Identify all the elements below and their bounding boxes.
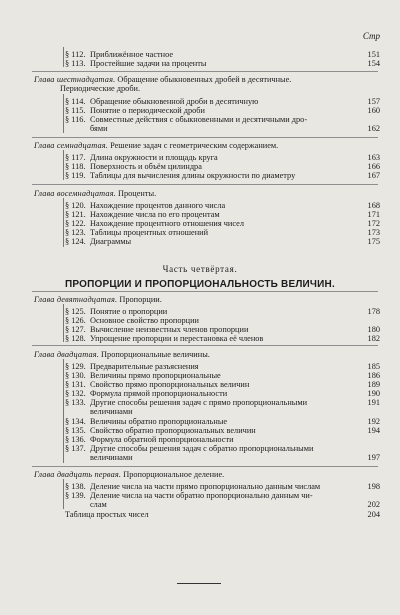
chapter-number: Глава двадцать первая.: [34, 470, 122, 479]
page-number: 171: [367, 210, 380, 219]
section-bracket: [63, 94, 64, 133]
chapter-title: Решение задач с геометрическим содержанием.: [108, 141, 279, 150]
section-number: § 129.: [65, 362, 86, 371]
section-number: § 117.: [65, 153, 86, 162]
section-title: Длина окружности и площадь круга: [90, 153, 218, 162]
page-number: 185: [367, 362, 380, 371]
section-title: Свойство прямо пропорциональных величин: [90, 380, 250, 389]
section-bracket: [63, 198, 64, 247]
section-title: Нахождение процентов данного числа: [90, 201, 226, 210]
page-number: 162: [367, 124, 380, 133]
section-title: Понятие о пропорции: [90, 307, 168, 316]
page-number: 191: [367, 398, 380, 407]
page-number: 198: [367, 482, 380, 491]
chapter-number: Глава семнадцатая.: [34, 141, 108, 150]
section-title: Формула прямой пропорциональности: [90, 389, 228, 398]
chapter-title: Пропорции.: [117, 295, 162, 304]
section-title: Таблица простых чисел: [65, 510, 149, 519]
section-number: § 122.: [65, 219, 86, 228]
section-number: § 135.: [65, 426, 86, 435]
section-number: § 125.: [65, 307, 86, 316]
chapter-title: Проценты.: [115, 189, 157, 198]
section-bracket: [63, 47, 64, 67]
section-number: § 132.: [65, 389, 86, 398]
chapter-number: Глава двадцатая.: [34, 350, 99, 359]
section-number: § 127.: [65, 325, 86, 334]
chapter-separator: [32, 466, 378, 467]
section-title: Обращение обыкновенной дроби в десятичную: [90, 97, 259, 106]
page-number: 204: [367, 510, 380, 519]
chapter-number: Глава восемнадцатая.: [34, 189, 116, 198]
section-title: Таблицы процентных отношений: [90, 228, 209, 237]
page-number: 151: [367, 50, 380, 59]
section-title: Предварительные разъяснения: [90, 362, 199, 371]
chapter-heading: [34, 189, 378, 199]
page-number: 178: [367, 307, 380, 316]
section-number: § 121.: [65, 210, 86, 219]
section-number: § 126.: [65, 316, 86, 325]
chapter-title-continuation: Периодические дроби.: [60, 84, 141, 93]
section-title: Деление числа на части прямо пропорционально данным числам: [90, 482, 321, 491]
page-number: 157: [367, 97, 380, 106]
section-title: Диаграммы: [90, 237, 132, 246]
section-title: Совместные действия с обыкновенными и десятичными дро-: [90, 115, 308, 124]
section-title: бями: [90, 124, 108, 133]
section-title: Величины обратно пропорциональные: [90, 417, 228, 426]
section-number: § 131.: [65, 380, 86, 389]
chapter-separator: [32, 71, 378, 72]
section-bracket: [63, 479, 64, 509]
chapter-separator: [32, 184, 378, 185]
part-heading: Часть четвёртая.: [162, 264, 238, 274]
page-number: 175: [367, 237, 380, 246]
chapter-title: Пропорциональные величины.: [98, 350, 210, 359]
chapter-heading: [34, 470, 378, 480]
page-number: 154: [367, 59, 380, 68]
section-title: Упрощение пропорции и перестановка её членов: [90, 334, 264, 343]
section-title: Вычисление неизвестных членов пропорции: [90, 325, 249, 334]
section-title: Нахождение процентного отношения чисел: [90, 219, 244, 228]
page-number: 197: [367, 453, 380, 462]
page-column-label: Стр: [362, 31, 380, 41]
section-title: Приближённое частное: [90, 50, 174, 59]
section-number: § 137.: [65, 444, 86, 453]
page-number: 192: [367, 417, 380, 426]
section-number: § 115.: [65, 106, 86, 115]
section-title: величинами: [90, 407, 133, 416]
chapter-separator: [32, 137, 378, 138]
section-number: § 130.: [65, 371, 86, 380]
chapter-heading: [34, 350, 378, 360]
chapter-title: Пропорциональное деление.: [121, 470, 225, 479]
section-title: Другие способы решения задач с прямо пропорциональными: [90, 398, 308, 407]
section-bracket: [63, 304, 64, 342]
page-number: 194: [367, 426, 380, 435]
section-number: § 114.: [65, 97, 86, 106]
section-title: Поверхность и объём цилиндра: [90, 162, 202, 171]
section-number: § 123.: [65, 228, 86, 237]
section-number: § 124.: [65, 237, 86, 246]
section-title: Формула обратной пропорциональности: [90, 435, 234, 444]
page-number: 167: [367, 171, 380, 180]
page-number: 168: [367, 201, 380, 210]
page-number: 180: [367, 325, 380, 334]
section-number: § 134.: [65, 417, 86, 426]
section-title: Основное свойство пропорции: [90, 316, 199, 325]
section-number: § 139.: [65, 491, 86, 500]
end-rule: [177, 583, 221, 584]
page-number: 202: [367, 500, 380, 509]
section-bracket: [63, 359, 64, 463]
chapter-separator: [32, 345, 378, 346]
part-title: ПРОПОРЦИИ И ПРОПОРЦИОНАЛЬНОСТЬ ВЕЛИЧИН.: [65, 279, 335, 290]
page-number: 173: [367, 228, 380, 237]
page-number: 190: [367, 389, 380, 398]
chapter-number: Глава шестнадцатая.: [34, 75, 116, 84]
section-title: Свойство обратно пропорциональных величин: [90, 426, 256, 435]
section-number: § 136.: [65, 435, 86, 444]
section-number: § 112.: [65, 50, 86, 59]
section-title: Другие способы решения задач с обратно пропорциональными: [90, 444, 314, 453]
section-title: Величины прямо пропорциональные: [90, 371, 221, 380]
section-bracket: [63, 150, 64, 180]
chapter-separator: [32, 291, 378, 292]
section-title: Таблицы для вычисления длины окружности по диаметру: [90, 171, 296, 180]
section-title: величинами: [90, 453, 133, 462]
section-number: § 118.: [65, 162, 86, 171]
chapter-number: Глава девятнадцатая.: [34, 295, 118, 304]
section-number: § 138.: [65, 482, 86, 491]
page-number: 182: [367, 334, 380, 343]
section-title: слам: [90, 500, 107, 509]
section-title: Понятие о периодической дроби: [90, 106, 205, 115]
chapter-title: Обращение обыкновенных дробей в десятичные.: [115, 75, 292, 84]
chapter-heading: [34, 141, 378, 151]
page-number: 163: [367, 153, 380, 162]
page-number: 166: [367, 162, 380, 171]
section-title: Нахождение числа по его процентам: [90, 210, 220, 219]
page-number: 172: [367, 219, 380, 228]
page-number: 186: [367, 371, 380, 380]
section-title: Простейшие задачи на проценты: [90, 59, 207, 68]
section-number: § 119.: [65, 171, 86, 180]
section-number: § 133.: [65, 398, 86, 407]
chapter-heading: [34, 295, 378, 305]
page-number: 189: [367, 380, 380, 389]
section-number: § 116.: [65, 115, 86, 124]
section-number: § 120.: [65, 201, 86, 210]
section-title: Деление числа на части обратно пропорционально данным чи-: [90, 491, 313, 500]
page-number: 160: [367, 106, 380, 115]
section-number: § 113.: [65, 59, 86, 68]
section-number: § 128.: [65, 334, 86, 343]
